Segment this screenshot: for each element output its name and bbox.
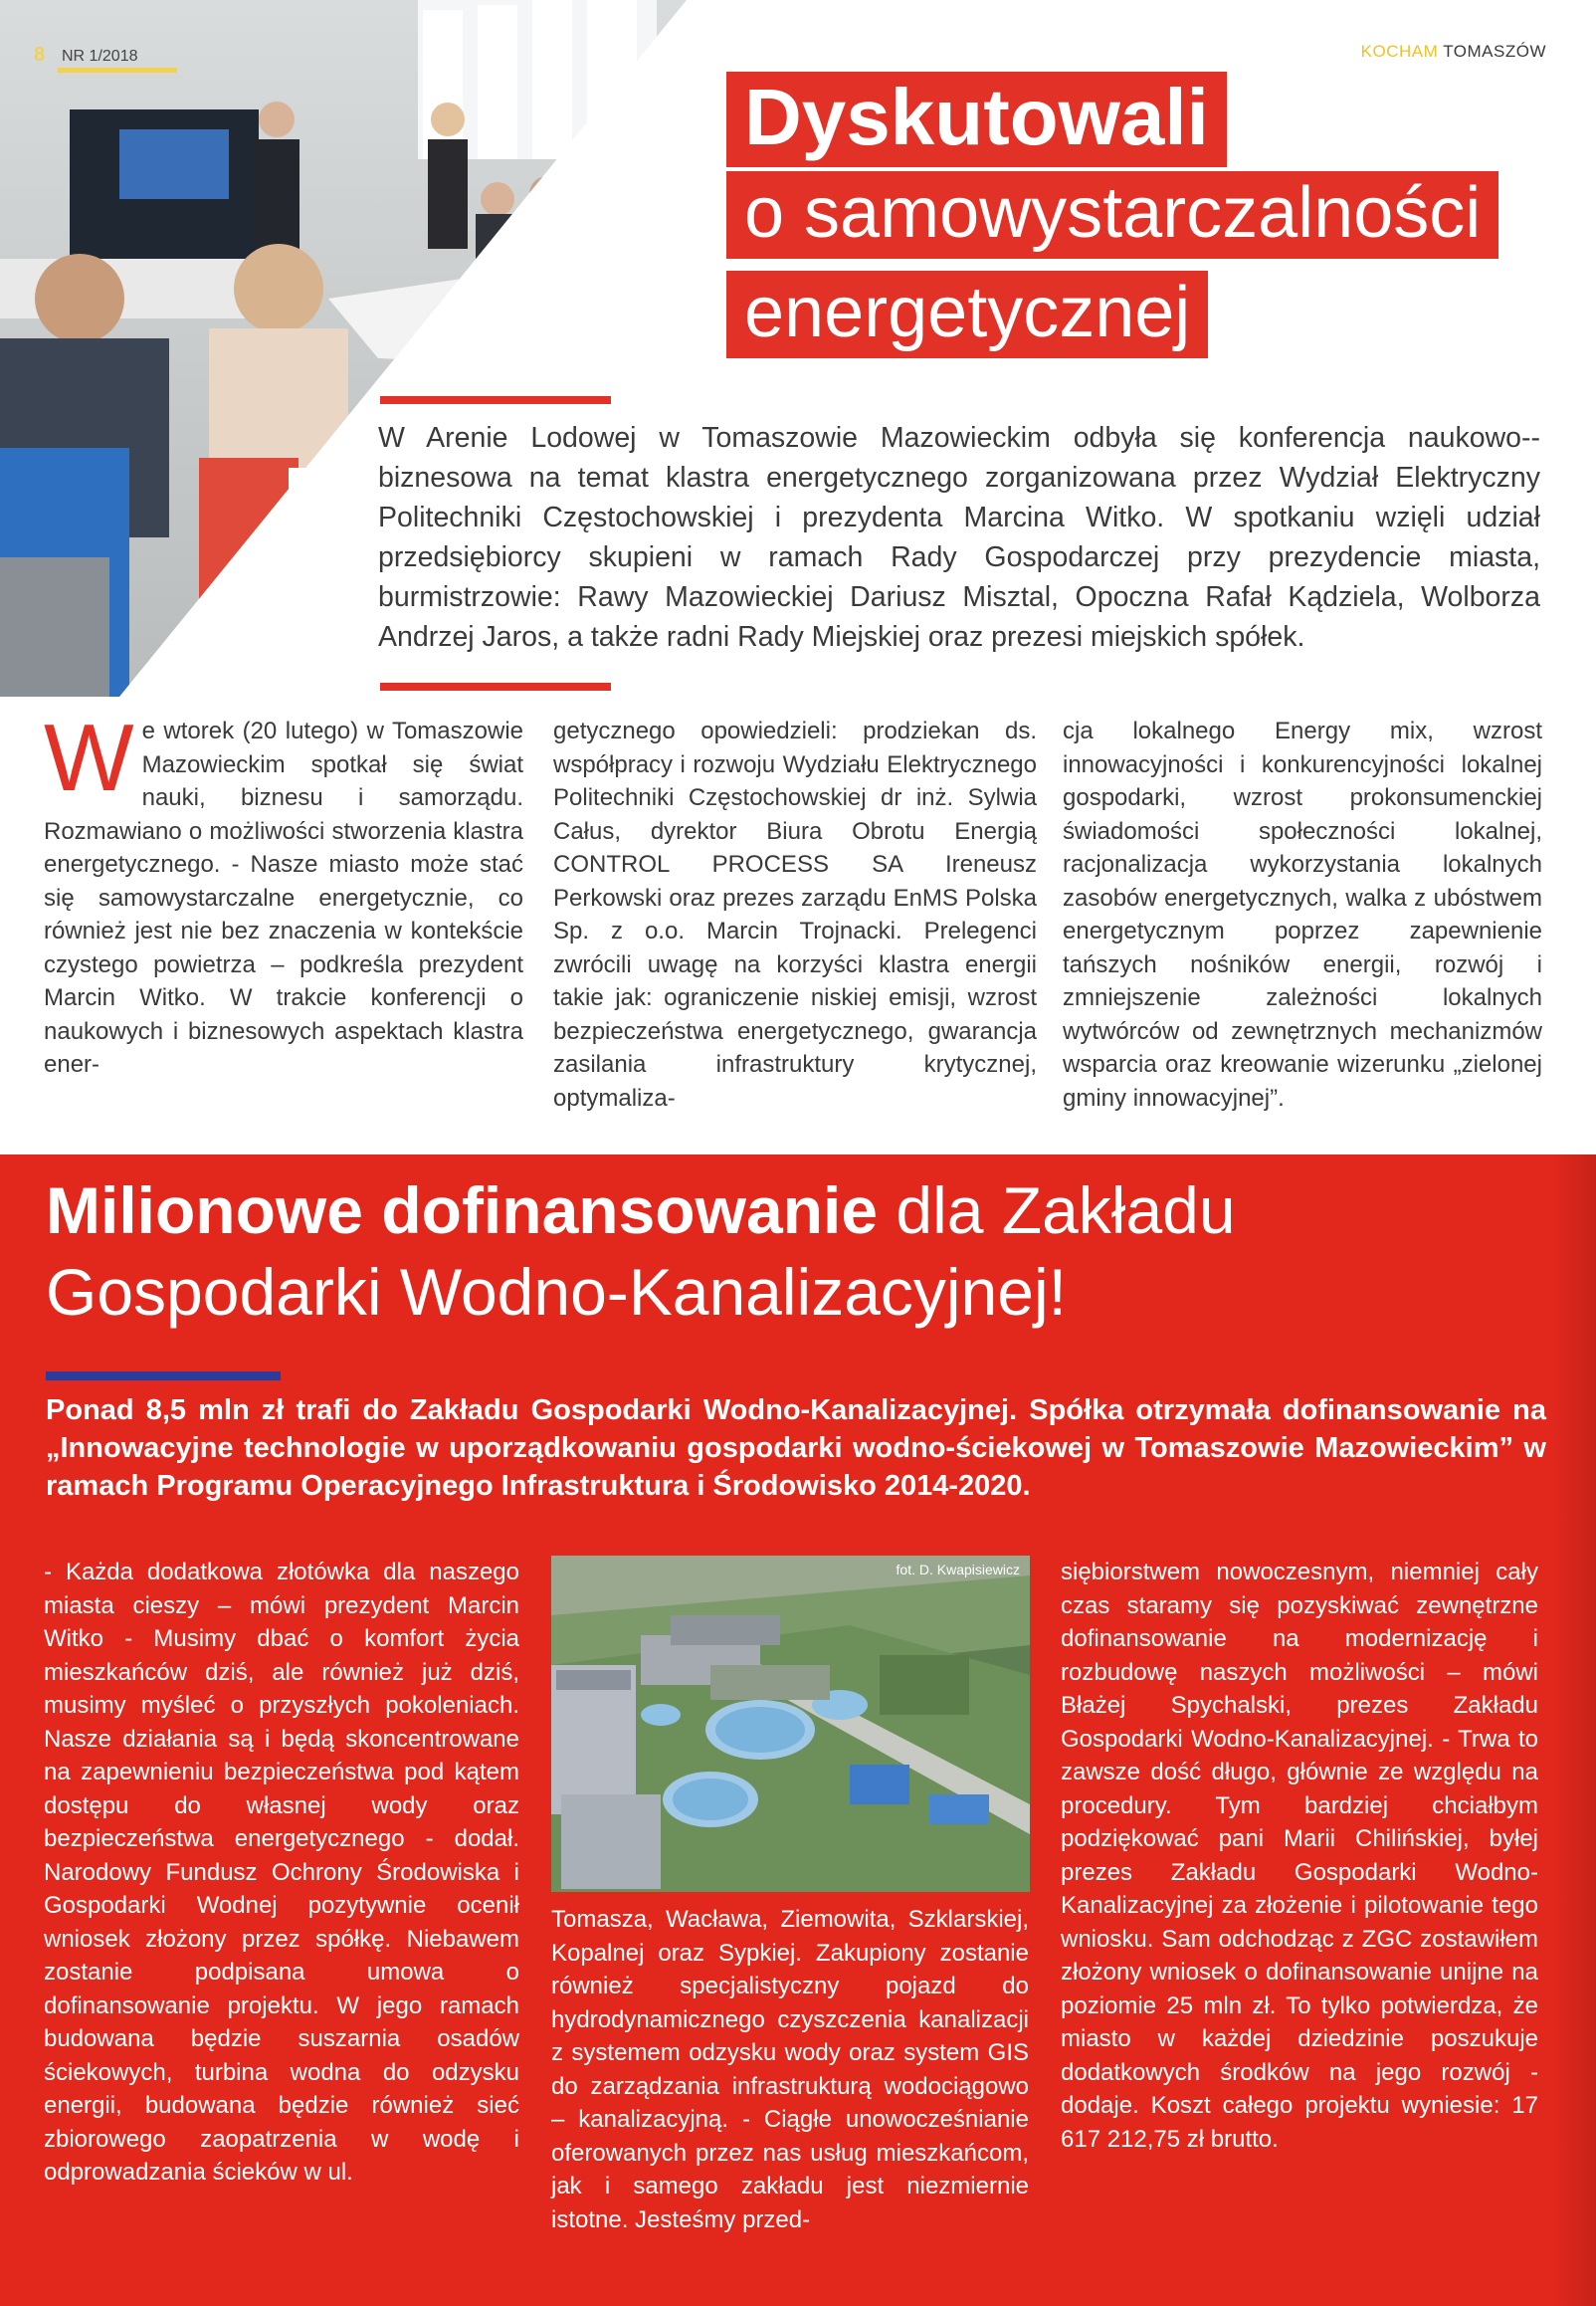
funding-title-bold: Milionowe dofinansowanie	[46, 1173, 879, 1247]
funding-title-line-1	[46, 1174, 1236, 1247]
funding-column-3: siębiorstwem nowoczesnym, niemniej cały czas staramy się pozyskiwać zewnętrzne dofinansowanie na modernizację i rozbudowę naszych możliwości – mówi Błażej Spychalski, prezes Zakładu Gospodarki Wodno-Kanalizacyjnej. - Trwa to zawsze dość długo, głównie ze względu na procedury. Tym bardziej chciałbym podziękować pani Marii Chilińskiej, byłej prezes Zakładu Gospodarki Wodno-Kanalizacyjnej za złożenie i pilotowanie tego wniosku. Sam odchodząc z ZGC zostawiłem złożony wniosek o dofinansowanie unijne na poziomie 25 mln zł. To tylko potwierdza, że miasto w każdej dziedzinie poszukuje dodatkowych środków na jego rozwój - dodaje. Koszt całego projektu wyniesie: 17 617 212,75 zł brutto.	[1061, 1559, 1538, 2153]
article-lead: W Arenie Lodowej w Tomaszowie Mazowieckim odbyła się konferencja naukowo--biznesowa na temat klastra energetycznego zorganizowana przez Wydział Elektryczny Politechniki Częstochowskiej i prezydenta Marcina Witko. W spotkaniu wzięli udział przedsiębiorcy skupieni w ramach Rady Gospodarczej przy prezydencie miasta, burmistrzowie: Rawy Mazowieckiej Dariusz Misztal, Opoczna Rafał Kądziela, Wolborza Andrzej Jaros, a także radni Rady Miejskiej oraz prezesi miejskich spółek.	[378, 422, 1540, 653]
brand-part-1: KOCHAM	[1360, 42, 1439, 61]
photo-credit: fot. D. Kwapisiewicz	[896, 1562, 1020, 1577]
article-title-line-1: Dyskutowali	[726, 72, 1227, 167]
page-number: 8	[34, 44, 46, 66]
funding-title-light: dla Zakładu	[878, 1173, 1236, 1247]
brand-part-2: TOMASZÓW	[1443, 42, 1546, 61]
drop-cap: W	[44, 705, 134, 811]
treatment-plant-photo	[551, 1556, 1030, 1892]
funding-subtitle: Ponad 8,5 mln zł trafi do Zakładu Gospodarki Wodno-Kanalizacyjnej. Spółka otrzymała dofinansowanie na „Innowacyjne technologie w uporządkowaniu gospodarki wodno-ściekowej w Tomaszowie Mazowieckim” w ramach Programu Operacyjnego Infrastruktura i Środowisko 2014-2020.	[46, 1394, 1546, 1502]
article-column-1-text: e wtorek (20 lutego) w Tomaszowie Mazowieckim spotkał się świat nauki, biznesu i samorządu. Rozmawiano o możliwości stworzenia klastra energetycznego. - Nasze miasto może stać się samowystarczalne energetycznie, co również jest nie bez znaczenia w kontekście czystego powietrza – podkreśla prezydent Marcin Witko. W trakcie konferencji o naukowych i biznesowych aspektach klastra ener-	[44, 718, 523, 1078]
article-title-line-2: o samowystarczalności	[726, 171, 1498, 259]
issue-underline	[58, 68, 177, 73]
funding-column-2: Tomasza, Wacława, Ziemowita, Szklarskiej, Kopalnej oraz Sypkiej. Zakupiony zostanie również specjalistyczny pojazd do hydrodynamicznego czyszczenia kanalizacji z systemem odzysku wody oraz system GIS do zarządzania infrastrukturą wodociągowo – kanalizacyjną. - Ciągłe unowocześnianie oferowanych przez nas usług mieszkańcom, jak i samego zakładu jest niezmiernie istotne. Jesteśmy przed-	[551, 1906, 1029, 2233]
article-column-2: getycznego opowiedzieli: prodziekan ds. współpracy i rozwoju Wydziału Elektrycznego Politechniki Częstochowskiej dr inż. Sylwia Całus, dyrektor Biura Obrotu Energią CONTROL PROCESS SA Ireneusz Perkowski oraz prezes zarządu EnMS Polska Sp. z o.o. Marcin Trojnacki. Prelegenci zwrócili uwagę na korzyści klastra energii takie jak: ograniczenie niskiej emisji, wzrost bezpieczeństwa energetycznego, gwarancja zasilania infrastruktury krytycznej, optymaliza-	[553, 718, 1037, 1112]
funding-title-line-2: Gospodarki Wodno-Kanalizacyjnej!	[46, 1255, 1067, 1329]
lead-bottom-rule	[380, 683, 611, 691]
funding-title-rule	[46, 1371, 281, 1380]
issue-number: NR 1/2018	[62, 48, 138, 65]
lead-top-rule	[380, 396, 611, 404]
magazine-brand	[1361, 42, 1546, 62]
article-title-line-3: energetycznej	[726, 271, 1208, 358]
article-column-1	[44, 705, 523, 1082]
article-column-3: cja lokalnego Energy mix, wzrost innowacyjności i konkurencyjności lokalnej gospodarki, wzrost prokonsumenckiej świadomości społeczności lokalnej, racjonalizacja wykorzystania lokalnych zasobów energetycznych, walka z ubóstwem energetycznym poprzez zapewnienie tańszych nośników energii, rozwój i zmniejszenie zależności lokalnych wytwórców od zewnętrznych mechanizmów wsparcia oraz kreowanie wizerunku „zielonej gminy innowacyjnej”.	[1063, 718, 1542, 1112]
funding-column-1: - Każda dodatkowa złotówka dla naszego miasta cieszy – mówi prezydent Marcin Witko - Musimy dbać o komfort życia mieszkańców dziś, ale również już dziś, musimy myśleć o przyszłych pokoleniach. Nasze działania są i będą skoncentrowane na zapewnieniu bezpieczeństwa pod kątem dostępu do własnej wody oraz bezpieczeństwa energetycznego - dodał. Narodowy Fundusz Ochrony Środowiska i Gospodarki Wodnej pozytywnie ocenił wniosek złożony przez spółkę. Niebawem zostanie podpisana umowa o dofinansowanie projektu. W jego ramach budowana będzie suszarnia osadów ściekowych, turbina wodna do odzysku energii, budowana będzie również sieć zbiorowego zaopatrzenia w wodę i odprowadzania ścieków w ul.	[44, 1559, 519, 2186]
